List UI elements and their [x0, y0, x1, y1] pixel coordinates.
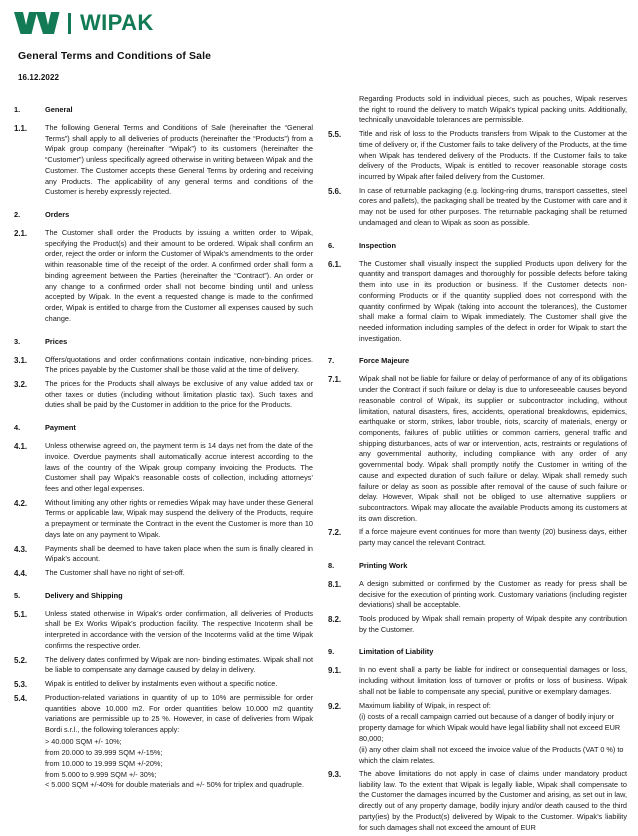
clause-body	[45, 441, 313, 496]
clause	[14, 655, 313, 677]
clause	[328, 614, 627, 636]
section-number: 3.	[14, 336, 21, 346]
clause	[14, 609, 313, 653]
clause-number: 8.1.	[328, 579, 341, 589]
clause-body	[45, 544, 313, 566]
section-label: Limitation of Liability	[359, 647, 434, 657]
clause-number: 3.2.	[14, 379, 27, 389]
right-column	[328, 94, 627, 836]
clause-number: 5.4.	[14, 693, 27, 703]
clause-body	[359, 769, 627, 834]
clause-body	[359, 579, 627, 612]
clause-list-item: from 5.000 to 9.999 SQM +/- 30%;	[45, 769, 157, 779]
clause	[14, 568, 313, 580]
logo-divider	[68, 13, 71, 34]
clause	[14, 693, 313, 792]
clause-paragraph: The above limitations do not apply in case of claims under mandatory product liability law. To the extent that Wipak is legally liable, Wipak shall compensate to the Customer the damages incurred by the Customer and arising, as set out in law, directly out of any property damage, bodily injury and/or death caused to the third party(ies) by the Product(s) delivered by Wipak to the Customer. Wipak’s liability for such damages shall not exceed the amount of EUR	[359, 769, 627, 832]
clause-body	[359, 701, 627, 767]
clause-body	[45, 568, 313, 580]
clause-body	[359, 186, 627, 230]
clause-number: 5.2.	[14, 655, 27, 665]
clause	[14, 498, 313, 542]
clause-body	[359, 527, 627, 549]
clause-paragraph: The delivery dates confirmed by Wipak are non- binding estimates. Wipak shall not be liable to compensate any damage caused by delay in delivery.	[45, 654, 313, 675]
clause-number: 9.3.	[328, 770, 341, 780]
clause-paragraph: Production-related variations in quantity of up to 10% are permissible for order quantities above 10.000 m2. For order quantities below 10.000 m2 quantity variations are permissible up to 25 %. However, in case of deliveries from Wipak Bordi s.r.l., the following tolerances apply:	[45, 692, 313, 734]
clause-paragraph: Offers/quotations and order confirmations contain indicative, non-binding prices. The prices payable by the Customer shall be those valid at the time of delivery.	[45, 354, 313, 375]
clause	[14, 379, 313, 412]
section-number: 9.	[328, 647, 335, 657]
section-label: Orders	[45, 210, 70, 220]
clause-paragraph: Payments shall be deemed to have taken place when the sum is finally cleared in Wipak’s account.	[45, 543, 313, 564]
clause-number: 8.2.	[328, 615, 341, 625]
section-number: 5.	[14, 590, 21, 600]
clause	[14, 544, 313, 566]
clause-paragraph: A design submitted or confirmed by the Customer as ready for press shall be decisive for the execution of printing work. Customary variations (including register deviations) shall be acceptable.	[359, 578, 627, 610]
clause-number: 9.1.	[328, 666, 341, 676]
clause-number: 4.1.	[14, 442, 27, 452]
clause	[328, 769, 627, 834]
section-heading	[14, 210, 313, 219]
clause-number: 4.2.	[14, 498, 27, 508]
clause	[14, 355, 313, 377]
clause-paragraph: Tools produced by Wipak shall remain property of Wipak despite any contribution by the Customer.	[359, 614, 627, 634]
section-heading	[328, 356, 627, 365]
clause	[328, 94, 627, 127]
clause	[14, 679, 313, 691]
clause-paragraph: In case of returnable packaging (e.g. locking-ring drums, transport cassettes, steel cores and pallets), the packaging shall be treated by the Customer with care and it may not be used for other purposes. The returnable packaging shall be returned undamaged and clean to Wipak as soon as possible.	[359, 185, 627, 227]
section-heading	[14, 337, 313, 346]
clause-paragraph: The prices for the Products shall always be exclusive of any value added tax or other taxes or duties (including without limitation plastic tax). Such taxes and duties shall be paid by the Customer in addition to the price for the Products.	[45, 378, 313, 410]
clause-list-item: < 5.000 SQM +/-40% for double materials and +/- 50% for triplex and quadruple.	[45, 780, 304, 790]
clause-body	[45, 228, 313, 325]
clause-list-item: from 20.000 to 39.999 SQM +/-15%;	[45, 747, 163, 757]
section-label: Printing Work	[359, 560, 408, 570]
document-header	[14, 8, 626, 38]
clause-body	[45, 498, 313, 542]
clause-number: 9.2.	[328, 701, 341, 711]
clause-body	[359, 374, 627, 525]
clause-number: 3.1.	[14, 355, 27, 365]
clause	[328, 186, 627, 230]
clause	[328, 701, 627, 767]
section-heading	[328, 561, 627, 570]
clause-body	[359, 94, 627, 127]
clause-number: 4.4.	[14, 569, 27, 578]
clause	[328, 665, 627, 698]
clause-number: 6.1.	[328, 259, 341, 269]
clause-body	[359, 259, 627, 346]
clause-number: 5.5.	[328, 130, 341, 140]
clause	[14, 441, 313, 496]
clause-paragraph: If a force majeure event continues for more than twenty (20) business days, either party may cancel the relevant Contract.	[359, 527, 627, 548]
clause-paragraph: In no event shall a party be liable for indirect or consequential damages or loss, including without limitation loss of turnover or profits or loss of business. Wipak shall not be liable to compensate any special, punitive or exemplary damages.	[359, 665, 627, 696]
clause-body	[45, 609, 313, 653]
section-heading	[328, 241, 627, 250]
clause	[328, 259, 627, 346]
section-heading	[328, 647, 627, 656]
section-number: 8.	[328, 560, 335, 570]
clause-list-item: (ii) any other claim shall not exceed the invoice value of the Products (VAT 0 %) to which the claim relates.	[359, 745, 624, 766]
section-heading	[14, 105, 313, 114]
clause-list-item: (i) costs of a recall campaign carried out because of a danger of bodily injury or property damage for which Wipak would have legal liability shall not exceed EUR 80,000;	[359, 712, 621, 744]
clause-list-item: from 10.000 to 19.999 SQM +/-20%;	[45, 758, 163, 768]
clause-paragraph: Wipak is entitled to deliver by instalments even without a specific notice.	[45, 679, 278, 689]
document-body	[14, 94, 626, 836]
clause-number: 5.3.	[14, 680, 27, 690]
section-number: 7.	[328, 356, 335, 366]
clause-paragraph: Regarding Products sold in individual pieces, such as pouches, Wipak reserves the right to round the delivery to match Wipak’s typical packing units. Additionally, technically unavoidable tolerances are permissible.	[359, 94, 627, 125]
document-date: 16.12.2022	[18, 73, 60, 82]
clause-number: 5.1.	[14, 609, 27, 619]
clause-list-item: > 40.000 SQM +/- 10%;	[45, 736, 122, 746]
clause-list	[359, 712, 627, 767]
clause	[14, 228, 313, 325]
section-number: 6.	[328, 240, 335, 250]
section-number: 1.	[14, 105, 21, 114]
section-heading	[14, 423, 313, 432]
clause	[328, 129, 627, 184]
clause-number: 5.6.	[328, 186, 341, 196]
section-label: Delivery and Shipping	[45, 590, 123, 600]
section-label: Inspection	[359, 240, 396, 250]
clause-body	[45, 679, 313, 691]
clause-number: 2.1.	[14, 229, 27, 239]
clause-body	[45, 655, 313, 677]
logo-wordmark: WIPAK	[80, 10, 154, 35]
section-number: 4.	[14, 423, 21, 433]
clause	[328, 579, 627, 612]
clause-paragraph: The Customer shall visually inspect the supplied Products upon delivery for the quantity and transport damages and thoroughly for possible defects before taking them into use in its production or business. If the Customer detects non-conforming Products or if the quantity supplied does not correspond with the quantity confirmed by Wipak (taking into account the tolerances), the Customer shall make a formal claim to Wipak immediately. The Customer shall give the needed information including samples of the defect in order for Wipak to start the investigation.	[359, 258, 627, 343]
clause-body	[359, 665, 627, 698]
section-label: Force Majeure	[359, 356, 410, 366]
clause-list	[45, 737, 313, 792]
section-label: Prices	[45, 336, 68, 346]
clause	[328, 527, 627, 549]
clause-paragraph: The following General Terms and Conditions of Sale (hereinafter the “General Terms”) shall apply to all deliveries of products (hereinafter the “Products”) from a Wipak group company (hereinafter “Wipak”) to its customers (hereinafter the “Customer”) unless specifically agreed otherwise in writing between Wipak and the Customer. The Customer accepts these General Terms by ordering and receiving any Products. The applicability of any general terms and conditions of the Customer is hereby expressly rejected.	[45, 123, 313, 197]
clause-number: 7.2.	[328, 528, 341, 538]
clause-body	[45, 379, 313, 412]
clause-body	[45, 123, 313, 199]
clause-paragraph: The Customer shall order the Products by issuing a written order to Wipak, specifying the Product(s) and their amount to be ordered. Wipak shall confirm an order, reject the order or inform the Customer of Wipak’s amendments to the order within reasonable time of the receipt of the order. A confirmed order shall form a binding agreement between the Parties (hereinafter the “Contract”). An order or any change to a confirmed order shall not become binding until and unless accepted by Wipak. In the event a requested change is made to the confirmed order, Wipak is entitled to charge from the Customer all expenses caused by such change.	[45, 228, 313, 323]
clause-paragraph: The Customer shall have no right of set-off.	[45, 568, 185, 577]
clause-paragraph: Maximum liability of Wipak, in respect of:	[359, 700, 491, 710]
clause-body	[45, 693, 313, 792]
clause-number: 1.1.	[14, 124, 27, 133]
page-title: General Terms and Conditions of Sale	[18, 50, 212, 62]
section-label: General	[45, 105, 73, 114]
section-label: Payment	[45, 423, 76, 433]
clause-body	[45, 355, 313, 377]
clause-paragraph: Title and risk of loss to the Products transfers from Wipak to the Customer at the time of delivery or, if the Customer fails to take delivery of the Products, at the time when Wipak has tendered delivery of the Products. If the Customer fails to take delivery of the Products, Wipak is entitled to recover reasonable storage costs incurred by Wipak after failed delivery from the Customer.	[359, 129, 627, 182]
clause-paragraph: Unless otherwise agreed on, the payment term is 14 days net from the date of the invoice. Overdue payments shall automatically accrue interest according to the laws of the country of the Wipak group company invoicing the Products. The Customer shall pay Wipak’s reasonable costs of collection, including attorneys’ fees and other legal expenses.	[45, 441, 313, 493]
left-column	[14, 94, 313, 836]
clause-number: 7.1.	[328, 375, 341, 385]
clause-paragraph: Without limiting any other rights or remedies Wipak may have under these General Terms or applicable law, Wipak may suspend the delivery of the Products, require a prepayment or terminate the Contract in the event the Customer is more than 10 days late on any payment to Wipak.	[45, 497, 313, 539]
clause-paragraph: Unless stated otherwise in Wipak’s order confirmation, all deliveries of Products shall be Ex Works Wipak’s production facility. The respective Incoterm shall be interpreted in accordance with the version of the Incoterms valid at the time Wipak confirms the respective order.	[45, 608, 313, 650]
clause-number: 4.3.	[14, 544, 27, 554]
wipak-w-mark	[14, 11, 60, 35]
section-number: 2.	[14, 210, 21, 220]
wipak-logo	[14, 11, 154, 35]
clause-paragraph: Wipak shall not be liable for failure or delay of performance of any of its obligations under the Contract if such failure or delay is due to unforeseeable causes beyond reasonable control of Wipak, its supplier or subcontractor including, without limitation, natural disasters, fires, accidents, operational breakdowns, epidemics, earthquake or storm, strikes, labor trouble, riots, scarcity of materials, energy or components, failures of public utilities or common carriers, general traffic and shipping disturbances, acts of war or intervention, acts, restraints or regulations of any governmental authority, including compliance with any order of any governmental body. Wipak shall promptly notify the Customer in writing of the cause and expected duration of such failure or delay. Wipak shall remedy such failure or delay as soon as possible after removal of the cause of such failure or delay. However, Wipak shall not be obliged to use alternative suppliers or subcontractors. Wipak may allocate the available Products among its customers at its own discretion.	[359, 374, 627, 523]
clause	[328, 374, 627, 525]
section-heading	[14, 591, 313, 600]
clause-body	[359, 614, 627, 636]
clause	[14, 123, 313, 199]
clause-body	[359, 129, 627, 184]
